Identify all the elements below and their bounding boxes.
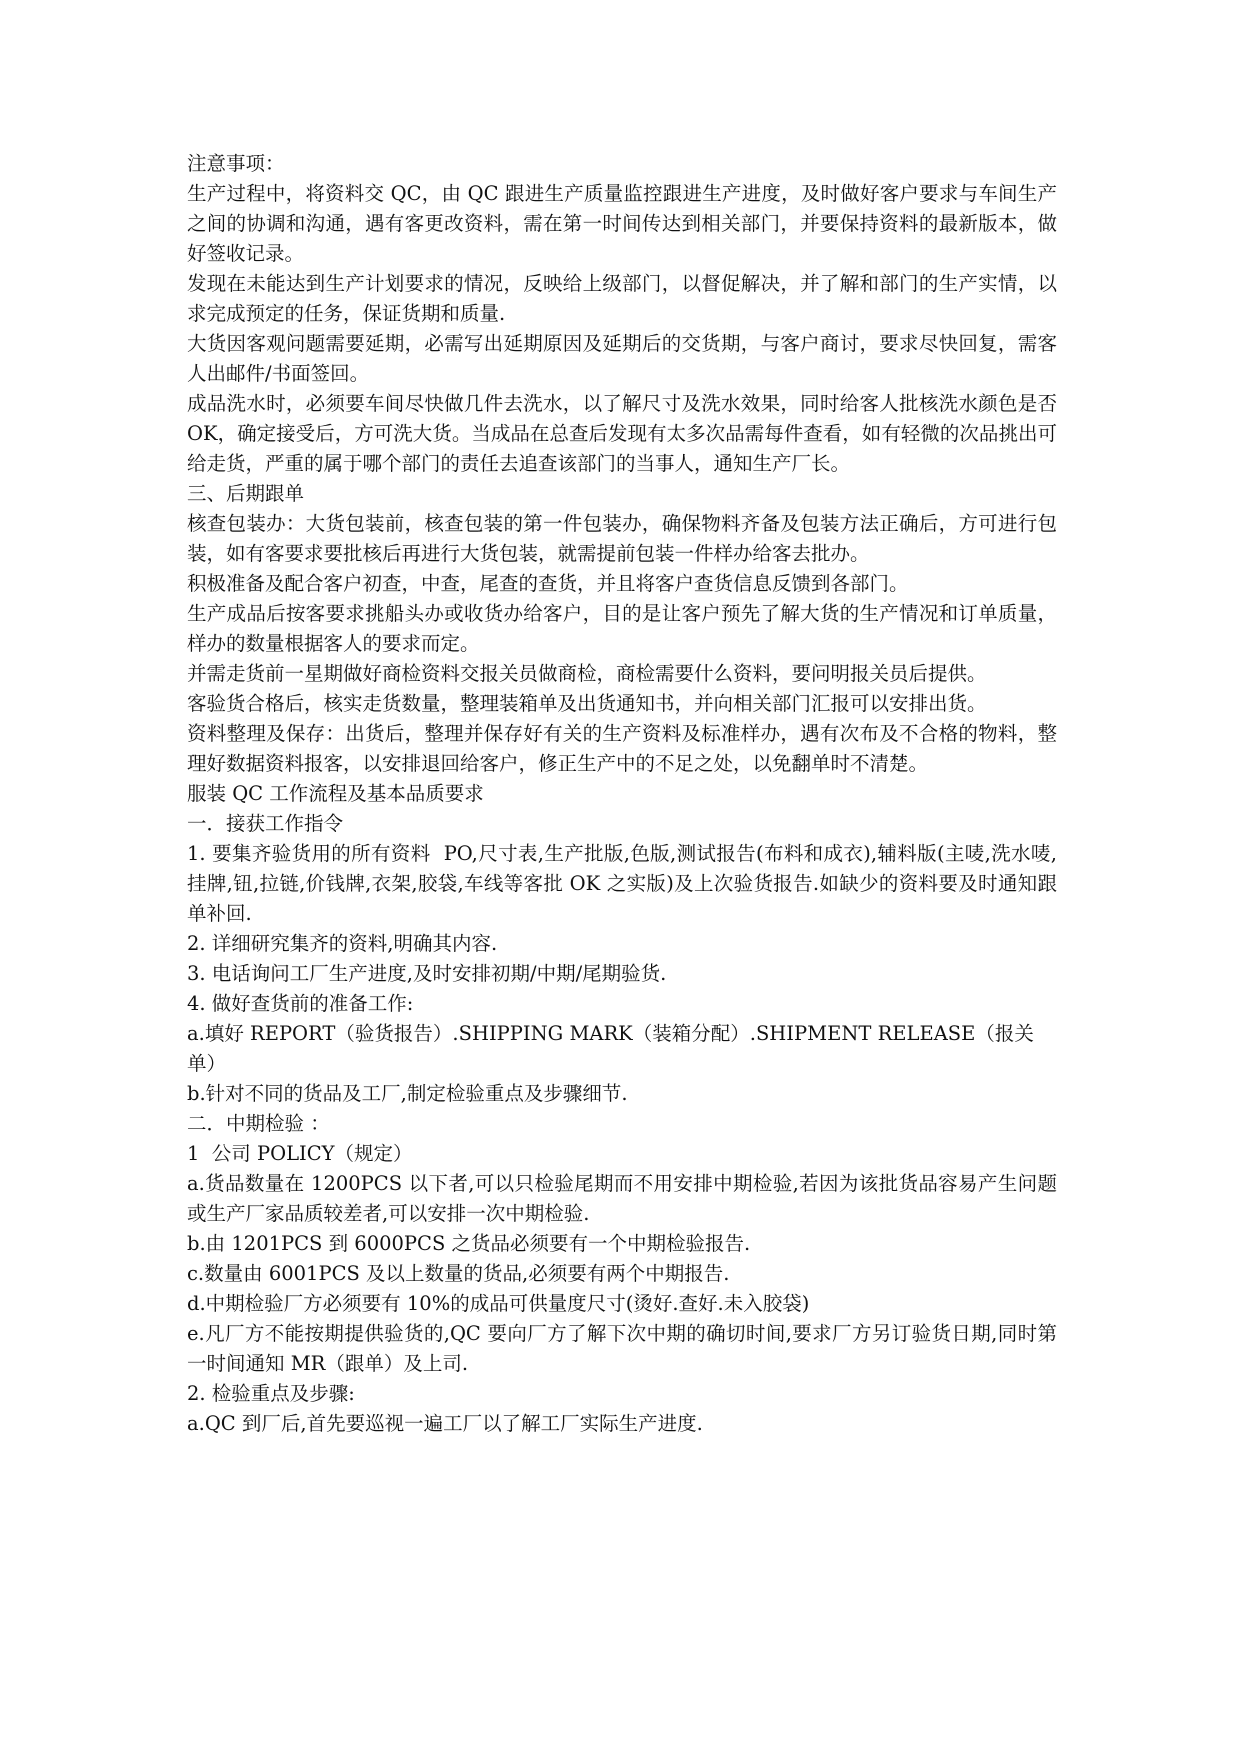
section-heading-followup: 三、后期跟单 bbox=[187, 482, 305, 505]
list-item-report: a.填好 REPORT（验货报告）.SHIPPING MARK（装箱分配）.SHIPMENT RELEASE（报关单） bbox=[187, 1022, 1034, 1075]
list-item-phone-factory: 3. 电话询问工厂生产进度,及时安排初期/中期/尾期验货. bbox=[187, 962, 667, 985]
list-item-study-documents: 2. 详细研究集齐的资料,明确其内容. bbox=[187, 932, 498, 955]
list-item-policy-e: e.凡厂方不能按期提供验货的,QC 要向厂方了解下次中期的确切时间,要求厂方另订验货日期,同时第一时间通知 MR（跟单）及上司. bbox=[187, 1322, 1057, 1375]
list-item-inspection-steps: 2. 检验重点及步骤: bbox=[187, 1382, 355, 1405]
title-qc-workflow: 服装 QC 工作流程及基本品质要求 bbox=[187, 782, 484, 805]
list-item-collect-documents: 1. 要集齐验货用的所有资料 PO,尺寸表,生产批版,色版,测试报告(布料和成衣),辅料版(主唛,洗水唛,挂牌,钮,拉链,价钱牌,衣架,胶袋,车线等客批 OK 之实版)及上次验货报告.如缺少的资料要及时通知跟单补回. bbox=[187, 842, 1057, 925]
paragraph-packing-sample: 核查包装办：大货包装前，核查包装的第一件包装办，确保物料齐备及包装方法正确后，方可进行包装，如有客要求要批核后再进行大货包装，就需提前包装一件样办给客去批办。 bbox=[187, 512, 1057, 565]
paragraph-commodity-inspection: 并需走货前一星期做好商检资料交报关员做商检，商检需要什么资料，要问明报关员后提供。 bbox=[187, 662, 987, 685]
list-item-policy-a: a.货品数量在 1200PCS 以下者,可以只检验尾期而不用安排中期检验,若因为该批货品容易产生问题或生产厂家品质较差者,可以安排一次中期检验. bbox=[187, 1172, 1057, 1225]
list-item-preparation: 4. 做好查货前的准备工作: bbox=[187, 992, 414, 1015]
paragraph-production-process: 生产过程中，将资料交 QC，由 QC 跟进生产质量监控跟进生产进度，及时做好客户要求与车间生产之间的协调和沟通，遇有客更改资料，需在第一时间传达到相关部门，并要保持资料的最新版本，做好签收记录。 bbox=[187, 182, 1057, 265]
section-heading-instructions: 一．接获工作指令 bbox=[187, 812, 344, 835]
list-item-step-a: a.QC 到厂后,首先要巡视一遍工厂以了解工厂实际生产进度. bbox=[187, 1412, 703, 1435]
paragraph-shipment-sample: 生产成品后按客要求挑船头办或收货办给客户，目的是让客户预先了解大货的生产情况和订单质量，样办的数量根据客人的要求而定。 bbox=[187, 602, 1057, 655]
list-item-policy-d: d.中期检验厂方必须要有 10%的成品可供量度尺寸(烫好.查好.未入胶袋) bbox=[187, 1292, 810, 1315]
paragraph-delay: 大货因客观问题需要延期，必需写出延期原因及延期后的交货期，与客户商讨，要求尽快回复，需客人出邮件/书面签回。 bbox=[187, 332, 1057, 385]
paragraph-washing: 成品洗水时，必须要车间尽快做几件去洗水，以了解尺寸及洗水效果，同时给客人批核洗水颜色是否 OK，确定接受后，方可洗大货。当成品在总查后发现有太多次品需每件查看，如有轻微的次品挑出可给走货，严重的属于哪个部门的责任去追查该部门的当事人，通知生产厂长。 bbox=[187, 392, 1064, 475]
list-item-inspection-focus: b.针对不同的货品及工厂,制定检验重点及步骤细节. bbox=[187, 1082, 628, 1105]
paragraph-plan-issues: 发现在未能达到生产计划要求的情况，反映给上级部门，以督促解决，并了解和部门的生产实情，以求完成预定的任务，保证货期和质量. bbox=[187, 272, 1057, 325]
paragraph-document-archive: 资料整理及保存：出货后，整理并保存好有关的生产资料及标准样办，遇有次布及不合格的物料，整理好数据资料报客，以安排退回给客户，修正生产中的不足之处，以免翻单时不清楚。 bbox=[187, 722, 1057, 775]
list-item-policy-c: c.数量由 6001PCS 及以上数量的货品,必须要有两个中期报告. bbox=[187, 1262, 730, 1285]
paragraph-shipping-quantity: 客验货合格后，核实走货数量，整理装箱单及出货通知书，并向相关部门汇报可以安排出货。 bbox=[187, 692, 987, 715]
notice-heading: 注意事项： bbox=[187, 152, 285, 175]
list-item-policy-b: b.由 1201PCS 到 6000PCS 之货品必须要有一个中期检验报告. bbox=[187, 1232, 751, 1255]
list-item-company-policy: 1 公司 POLICY（规定） bbox=[187, 1142, 413, 1165]
section-heading-midterm: 二．中期检验 ： bbox=[187, 1112, 330, 1135]
document-body bbox=[187, 149, 1064, 1439]
paragraph-inspection-cooperation: 积极准备及配合客户初查，中查，尾查的查货，并且将客户查货信息反馈到各部门。 bbox=[187, 572, 909, 595]
